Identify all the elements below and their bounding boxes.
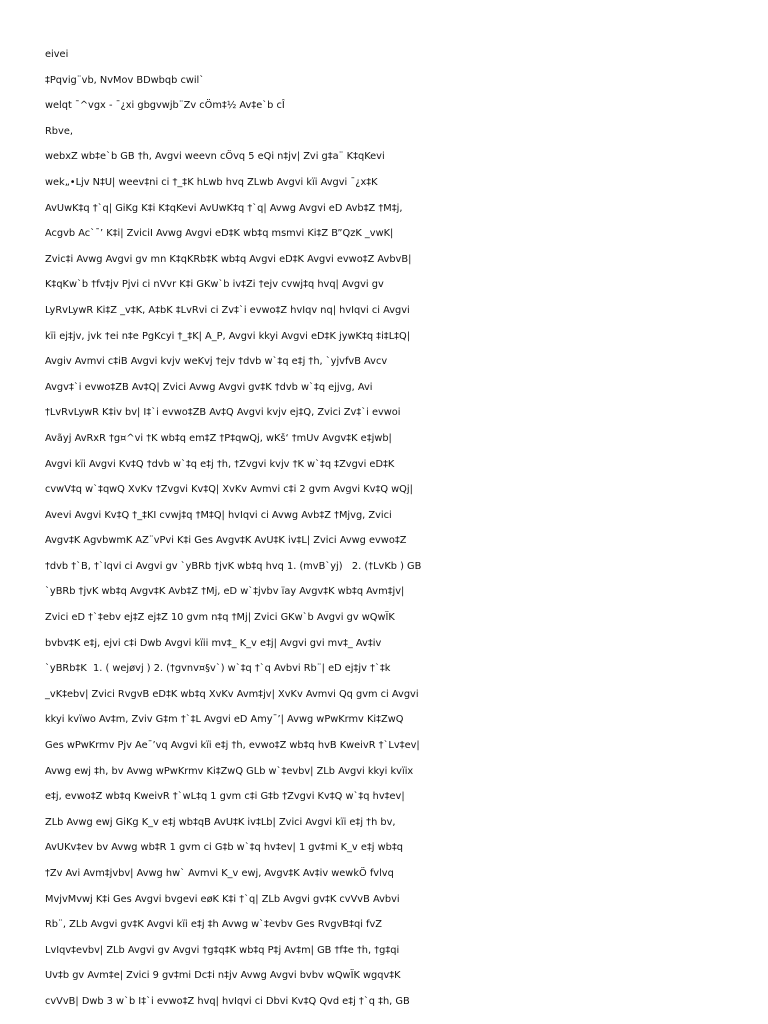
- text-line-8: Acgvb Ac`¯’ K‡i| ZviciI Avwg Avgvi eD‡K wb‡q msmvi Ki‡Z B”QzK _vwK|: [45, 228, 394, 240]
- text-line-14: Avgv‡`i evwo‡ZB Av‡Q| Zvici Avwg Avgvi gv‡K †dvb w`‡q ejjvg, Avi: [45, 381, 373, 393]
- text-line-6: wek„•Ljv N‡U| weev‡ni ci †_‡K hLwb hvq ZLwb Avgvi kïi Avgvi ¯¿x‡K: [45, 176, 378, 188]
- text-line-2: ‡Pqvig¨vb, NvMov BDwbqb cwil`: [45, 74, 205, 86]
- text-line-1: eivei: [45, 49, 69, 60]
- text-line-7: AvUwK‡q †`q| GiKg K‡i K‡qKevi AvUwK‡q †`q| Avwg Avgvi eD Avb‡Z †M‡j,: [45, 202, 403, 214]
- document-page: [45, 42, 765, 1015]
- text-line-23: Zvici eD †`‡ebv ej‡Z ej‡Z 10 gvm n‡q †Mj| Zvici GKw`b Avgvi gv wQwÏK: [45, 612, 395, 624]
- text-line-15: †LvRvLywR K‡iv bv| I‡`i evwo‡ZB Av‡Q Avgvi kvjv ej‡Q, Zvici Zv‡`i evwoi: [45, 407, 401, 419]
- text-line-31: ZLb Avwg ewj GiKg K_v e‡j wb‡qB AvU‡K iv‡Lb| Zvici Avgvi kïi e‡j †h bv,: [45, 816, 396, 828]
- text-line-20: Avgv‡K AgvbwmK AZ¨vPvi K‡i Ges Avgv‡K AvU‡K iv‡L| Zvici Avwg evwo‡Z: [45, 535, 407, 547]
- text-line-35: Rb¨, ZLb Avgvi gv‡K Avgvi kïi e‡j ‡h Avwg w`‡evbv Ges RvgvB‡qi fvZ: [45, 919, 383, 931]
- text-line-11: LyRvLywR Ki‡Z _v‡K, A‡bK ‡LvRvi ci Zv‡`i evwo‡Z hvIqv nq| hvIqvi ci Avgvi: [45, 304, 410, 316]
- text-line-22: `yBRb †jvK wb‡q Avgv‡K Avb‡Z †Mj, eD w`‡jvbv ïay Avgv‡K wb‡q Avm‡jv|: [45, 586, 405, 598]
- text-line-17: Avgvi kïi Avgvi Kv‡Q †dvb w`‡q e‡j †h, †Zvgvi kvjv †K w`‡q ‡Zvgvi eD‡K: [45, 458, 395, 470]
- text-line-38: cvVvB| Dwb 3 w`b I‡`i evwo‡Z hvq| hvIqvi ci Dbvi Kv‡Q Qvd e‡j †`q ‡h, GB: [45, 995, 410, 1007]
- text-line-24: bvbv‡K e‡j, ejvi c‡i Dwb Avgvi kïii mv‡_ K_v e‡j| Avgvi gvi mv‡_ Av‡iv: [45, 637, 382, 649]
- text-line-34: MvjvMvwj K‡i Ges Avgvi bvgevi eøK K‡i †`q| ZLb Avgvi gv‡K cvVvB Avbvi: [45, 893, 400, 905]
- text-line-21: †dvb †`B, †`Iqvi ci Avgvi gv `yBRb †jvK wb‡q hvq 1. (mvB`yj) 2. (†LvKb ) GB: [45, 560, 422, 572]
- text-line-18: cvwV‡q w`‡qwQ XvKv †Zvgvi Kv‡Q| XvKv Avmvi c‡i 2 gvm Avgvi Kv‡Q wQj|: [45, 484, 413, 496]
- text-line-19: Avevi Avgvi Kv‡Q †_‡KI cvwj‡q †M‡Q| hvIqvi ci Avwg Avb‡Z †Mjvg, Zvici: [45, 509, 392, 521]
- text-line-3: welqt ¯^vgx - ¯¿xi gbgvwjb¨Zv cÖm‡½ Av‡e`b cÎ: [45, 100, 285, 112]
- text-line-37: Uv‡b gv Avm‡e| Zvici 9 gv‡mi Dc‡i n‡jv Avwg Avgvi bvbv wQwÏK wgqv‡K: [45, 970, 401, 982]
- text-line-33: †Zv Avi Avm‡jvbv| Avwg hw` Avmvi K_v ewj, Avgv‡K Av‡iv wewkÖ fvlvq: [45, 868, 394, 879]
- text-line-12: kïi ej‡jv, jvk †ei n‡e PgKcyi †_‡K| A_P, Avgvi kkyi Avgvi eD‡K jywK‡q ‡i‡L‡Q|: [45, 330, 411, 342]
- text-line-10: K‡qKw`b †fv‡jv Pjvi ci nVvr K‡i GKw`b iv‡Zi †ejv cvwj‡q hvq| Avgvi gv: [45, 279, 384, 291]
- text-line-16: Avãyj AvRxR †g¤^vi †K wb‡q em‡Z †P‡qwQj, wKš‘ †mUv Avgv‡K e‡jwb|: [45, 432, 392, 444]
- text-line-32: AvUKv‡ev bv Avwg wb‡R 1 gvm ci G‡b w`‡q hv‡ev| 1 gv‡mi K_v e‡j wb‡q: [45, 842, 403, 854]
- text-line-28: Ges wPwKrmv Pjv Ae¯’vq Avgvi kïi e‡j †h, evwo‡Z wb‡q hvB KweivR †`Lv‡ev|: [45, 740, 420, 752]
- text-line-4: Rbve,: [45, 125, 73, 137]
- text-line-9: Zvic‡i Avwg Avgvi gv mn K‡qKRb‡K wb‡q Avgvi eD‡K Avgvi evwo‡Z AvbvB|: [45, 253, 412, 265]
- text-line-27: kkyi kvïwo Av‡m, Zviv G‡m †`‡L Avgvi eD Amy¯’| Avwg wPwKrmv Ki‡ZwQ: [45, 714, 404, 726]
- text-line-30: e‡j, evwo‡Z wb‡q KweivR †`wL‡q 1 gvm c‡i G‡b †Zvgvi Kv‡Q w`‡q hv‡ev|: [45, 791, 405, 803]
- text-line-5: webxZ wb‡e`b GB †h, Avgvi weevn cÖvq 5 eQi n‡jv| Zvi g‡a¨ K‡qKevi: [45, 151, 385, 163]
- text-line-25: `yBRb‡K 1. ( wejøvj ) 2. (†gvnv¤§v`) w`‡q †`q Avbvi Rb¨| eD ej‡jv †`‡k: [45, 663, 391, 675]
- text-line-26: _vK‡ebv| Zvici RvgvB eD‡K wb‡q XvKv Avm‡jv| XvKv Avmvi Qq gvm ci Avgvi: [45, 688, 419, 700]
- text-line-29: Avwg ewj ‡h, bv Avwg wPwKrmv Ki‡ZwQ GLb w`‡evbv| ZLb Avgvi kkyi kvïix: [45, 765, 414, 777]
- text-line-13: Avgiv Avmvi c‡iB Avgvi kvjv weKvj †ejv †dvb w`‡q e‡j †h, `yjvfvB Avcv: [45, 356, 388, 368]
- text-line-36: LvIqv‡evbv| ZLb Avgvi gv Avgvi †g‡q‡K wb‡q P‡j Av‡m| GB †f‡e †h, †g‡qi: [45, 944, 400, 956]
